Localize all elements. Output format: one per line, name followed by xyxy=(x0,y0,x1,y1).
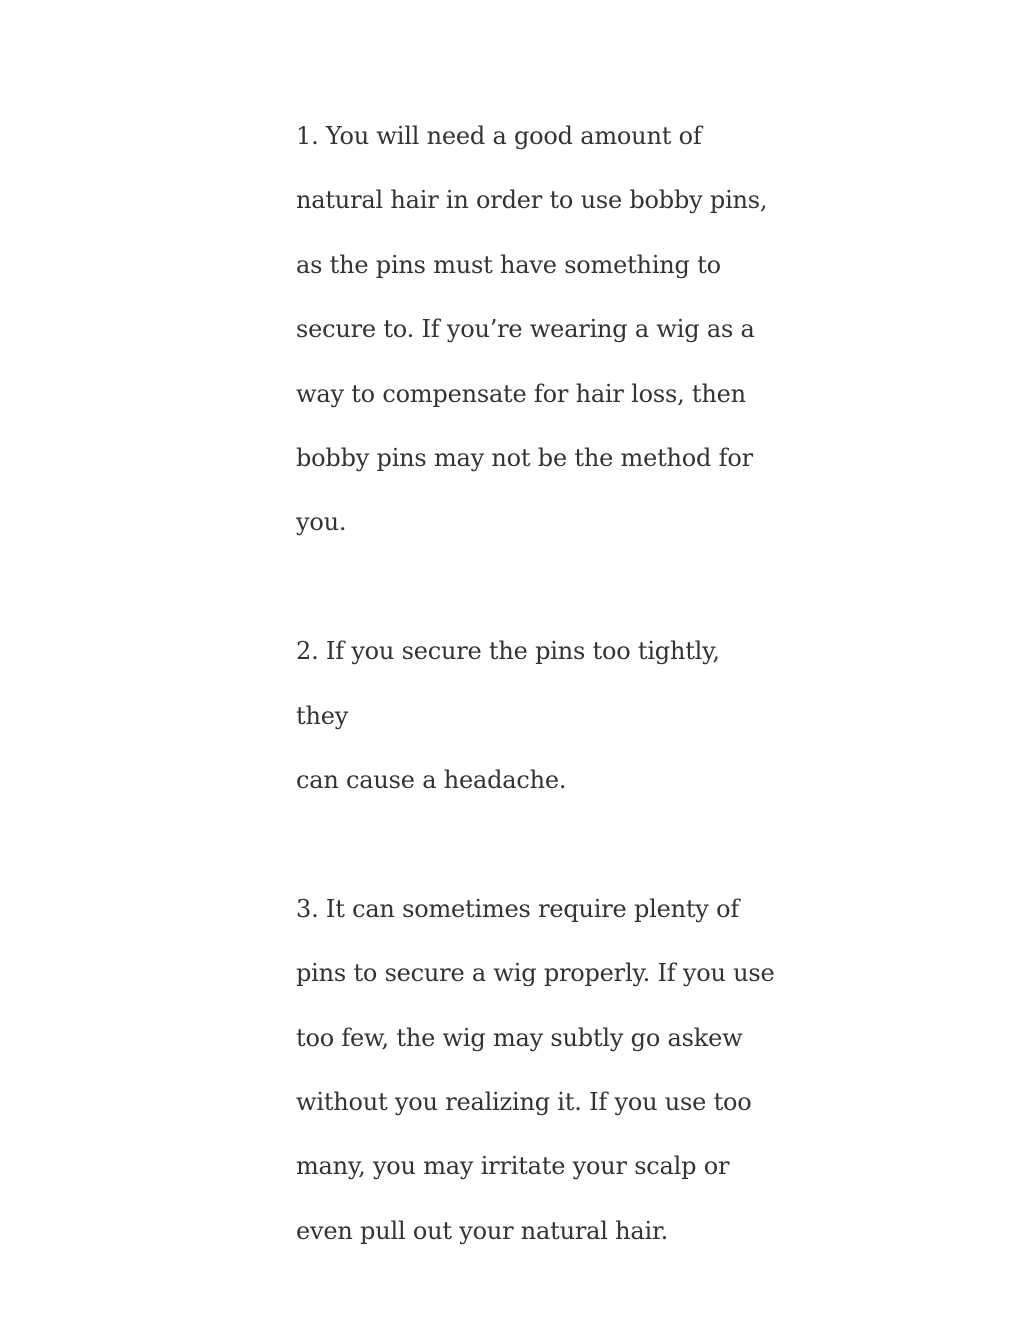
text-line: without you realizing it. If you use too xyxy=(296,1088,752,1117)
text-line: way to compensate for hair loss, then xyxy=(296,379,746,408)
paragraph-3 xyxy=(296,877,776,1263)
text-line: you. xyxy=(296,508,347,537)
paragraph-1 xyxy=(296,104,776,555)
text-line: secure to. If you’re wearing a wig as a xyxy=(296,315,755,344)
text-line: many, you may irritate your scalp or xyxy=(296,1152,730,1181)
text-line: can cause a headache. xyxy=(296,766,567,795)
text-line: too few, the wig may subtly go askew xyxy=(296,1023,743,1052)
document-body xyxy=(296,104,776,1263)
text-line: even pull out your natural hair. xyxy=(296,1216,669,1245)
text-line: 2. If you secure the pins too tightly, they xyxy=(296,637,720,730)
paragraph-2 xyxy=(296,619,776,812)
text-line: 3. It can sometimes require plenty of xyxy=(296,894,740,923)
text-line: bobby pins may not be the method for xyxy=(296,444,753,473)
text-line: as the pins must have something to xyxy=(296,250,721,279)
text-line: pins to secure a wig properly. If you use xyxy=(296,959,775,988)
text-line: 1. You will need a good amount of xyxy=(296,122,702,150)
text-line: natural hair in order to use bobby pins, xyxy=(296,186,768,215)
